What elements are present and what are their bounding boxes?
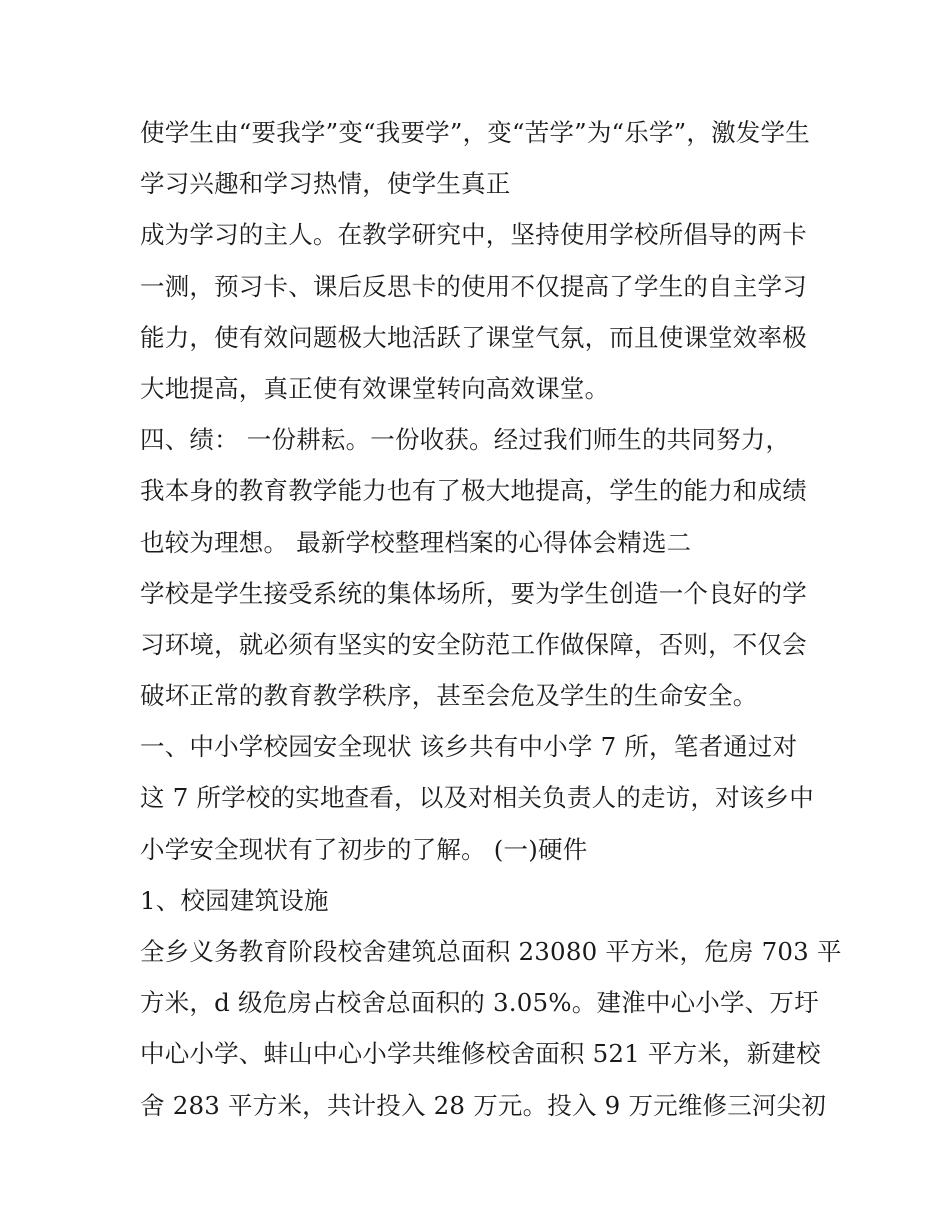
document-body xyxy=(140,107,840,1131)
text-line: 破坏正常的教育教学秩序，甚至会危及学生的生命安全。 xyxy=(140,681,758,711)
text-line: 也较为理想。 最新学校整理档案的心得体会精选二 xyxy=(140,527,692,557)
text-line: 我本身的教育教学能力也有了极大地提高，学生的能力和成绩 xyxy=(140,476,807,506)
text-line: 习环境，就必须有坚实的安全防范工作做保障，否则，不仅会 xyxy=(140,629,807,659)
text-line: 成为学习的主人。在教学研究中，坚持使用学校所倡导的两卡 xyxy=(140,220,807,250)
text-line: 1、校园建筑设施 xyxy=(140,885,329,915)
text-line: 这 7 所学校的实地查看，以及对相关负责人的走访，对该乡中 xyxy=(140,783,814,813)
text-line: 舍 283 平方米，共计投入 28 万元。投入 9 万元维修三河尖初 xyxy=(140,1090,827,1120)
text-line: 学校是学生接受系统的集体场所，要为学生创造一个良好的学 xyxy=(140,578,807,608)
text-line: 大地提高，真正使有效课堂转向高效课堂。 xyxy=(140,373,610,403)
text-line: 方米，d 级危房占校舍总面积的 3.05%。建淮中心小学、万圩 xyxy=(140,988,819,1018)
text-line: 能力，使有效问题极大地活跃了课堂气氛，而且使课堂效率极 xyxy=(140,322,807,352)
text-line: 小学安全现状有了初步的了解。 (一)硬件 xyxy=(140,834,588,864)
text-line: 学习兴趣和学习热情，使学生真正 xyxy=(140,169,511,199)
text-line: 一测，预习卡、课后反思卡的使用不仅提高了学生的自主学习 xyxy=(140,271,807,301)
text-line: 全乡义务教育阶段校舍建筑总面积 23080 平方米，危房 703 平 xyxy=(140,937,842,966)
text-line: 四、绩： 一份耕耘。一份收获。经过我们师生的共同努力， xyxy=(140,425,791,455)
text-line: 中心小学、蚌山中心小学共维修校舍面积 521 平方米，新建校 xyxy=(140,1039,821,1069)
text-line: 一、中小学校园安全现状 该乡共有中小学 7 所，笔者通过对 xyxy=(140,732,798,762)
text-line: 使学生由“要我学”变“我要学”，变“苦学”为“乐学”，激发学生 xyxy=(140,118,810,147)
